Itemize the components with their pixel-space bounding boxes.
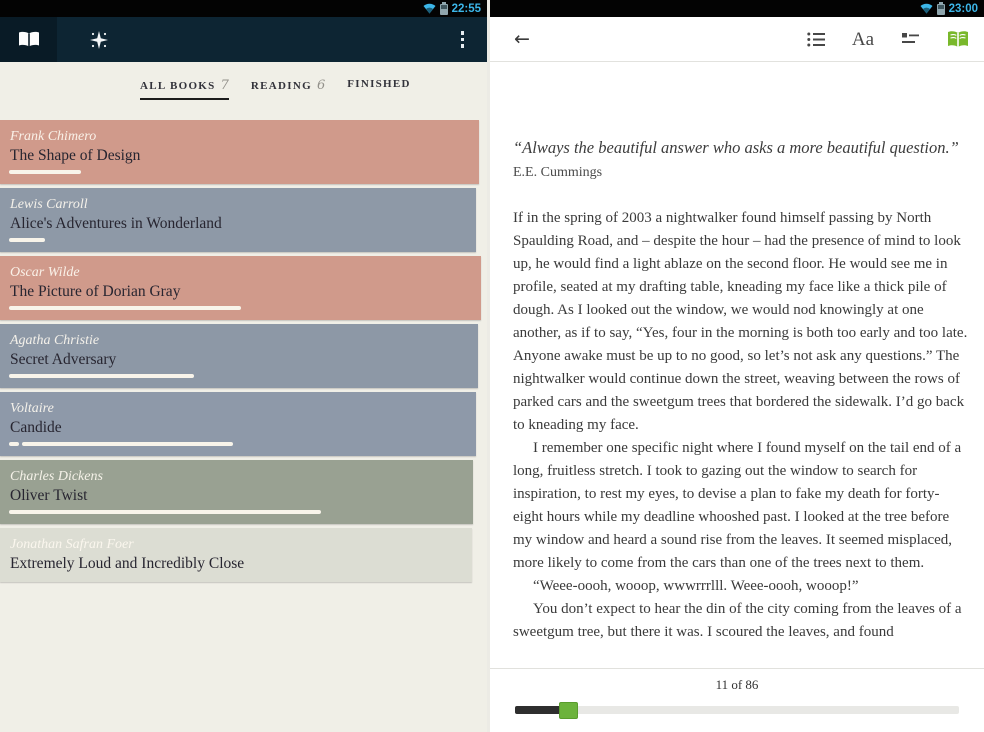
book-card[interactable]: [0, 324, 478, 388]
back-button[interactable]: ←: [514, 27, 530, 50]
book-author: Charles Dickens: [10, 469, 103, 484]
reader-content[interactable]: [490, 62, 984, 668]
wifi-icon: [423, 3, 436, 14]
display-settings-button[interactable]: [901, 33, 920, 45]
toc-list-icon: [807, 32, 825, 47]
library-tab[interactable]: [347, 78, 416, 95]
clock-left: 22:55: [451, 2, 481, 15]
page-slider[interactable]: [515, 702, 959, 719]
open-book-icon: [17, 31, 41, 48]
epigraph-attribution: E.E. Cummings: [513, 165, 603, 180]
progress-fill: [9, 374, 194, 378]
wifi-icon: [920, 3, 933, 14]
book-card[interactable]: [0, 460, 473, 524]
progress-fill: [9, 510, 321, 514]
book-author: Jonathan Safran Foer: [10, 537, 134, 552]
page-indicator: 11 of 86: [715, 677, 759, 692]
book-body-text: [513, 207, 968, 644]
book-card[interactable]: [0, 120, 479, 184]
reading-progress-bar: [9, 238, 458, 242]
tab-count: 7: [220, 78, 229, 93]
tab-label: ALL BOOKS: [140, 80, 216, 92]
battery-icon: [937, 4, 945, 15]
progress-fill: [9, 306, 241, 310]
library-home-button[interactable]: [0, 17, 57, 62]
reading-progress-bar: [9, 374, 460, 378]
book-card[interactable]: [0, 256, 481, 320]
library-tab[interactable]: [140, 78, 229, 100]
progress-fill: [9, 238, 45, 242]
table-of-contents-button[interactable]: [807, 32, 825, 47]
reading-progress-bar: [9, 510, 455, 514]
clock-right: 23:00: [948, 2, 978, 15]
reader-screen: [490, 0, 984, 732]
book-author: Voltaire: [10, 401, 54, 416]
readmill-book-button[interactable]: [947, 30, 969, 49]
library-tab[interactable]: [251, 78, 325, 98]
status-bar-left: [0, 0, 487, 17]
chapter-epigraph: “Always the beautiful answer who asks a more beautiful question.”: [513, 138, 959, 157]
book-title: Alice's Adventures in Wonderland: [10, 215, 222, 232]
green-open-book-icon: [947, 30, 969, 49]
book-title: Extremely Loud and Incredibly Close: [10, 555, 245, 572]
book-author: Agatha Christie: [10, 333, 100, 348]
compass-sparkle-icon: [89, 30, 109, 50]
reading-progress-bar: [9, 170, 461, 174]
slider-thumb[interactable]: [559, 702, 578, 719]
slider-track[interactable]: [515, 706, 959, 714]
book-card[interactable]: [0, 392, 476, 456]
book-author: Lewis Carroll: [10, 197, 88, 212]
book-title: The Shape of Design: [10, 147, 141, 164]
book-author: Oscar Wilde: [10, 265, 80, 280]
reader-toolbar: [490, 17, 984, 62]
library-toolbar: [0, 17, 487, 62]
book-title: Oliver Twist: [10, 487, 88, 504]
library-tabs: [0, 62, 487, 118]
overflow-dot: [461, 38, 465, 42]
overflow-dot: [461, 31, 465, 35]
progress-fill: [9, 170, 81, 174]
overflow-dot: [461, 44, 465, 48]
paragraph: You don’t expect to hear the din of the city coming from the leaves of a sweetgum tree, but there it was. I scoured the leaves, and found: [513, 601, 962, 640]
font-settings-button[interactable]: Aa: [851, 28, 874, 50]
reader-footer: [490, 668, 984, 732]
reading-progress-bar: [9, 306, 463, 310]
book-title: Secret Adversary: [10, 351, 117, 368]
paragraph: If in the spring of 2003 a nightwalker found himself passing by North Spaulding Road, and – despite the hour – had the presence of mind to look up, he would find a light ablaze on the second floor. He would see me in profile, seated at my drafting table, kneading my face like a thick pile of dough. As I looked out the window, we would nod knowingly at one another, as if to say, “Yes, four in the morning is both too early and too late. Anyone awake must be up to no good, so let’s not ask any questions.” The nightwalker would continue down the street, weaving between the rows of parked cars and the sweetgum trees that bordered the sidewalk. I’d go back to kneading my face.: [513, 210, 968, 433]
paragraph: I remember one specific night where I found myself on the tail end of a long, fruitless stretch. I took to gazing out the window to search for inspiration, to rest my eyes, to devise a plan to fake my death for forty-eight hours while my deadline whooshed past. I looked at the tree before my window and heard a sound rise from the leaves. It seemed misplaced, more likely to come from the cars than one of the trees next to them.: [513, 440, 962, 571]
library-screen: [0, 0, 487, 732]
book-title: The Picture of Dorian Gray: [10, 283, 181, 300]
book-title: Candide: [10, 419, 62, 436]
reading-progress-bar: [9, 442, 458, 446]
sliders-icon: [901, 33, 920, 45]
book-card[interactable]: [0, 188, 476, 252]
book-author: Frank Chimero: [10, 129, 97, 144]
book-list: [0, 118, 487, 582]
tab-label: FINISHED: [347, 78, 411, 90]
progress-fill: [22, 442, 233, 446]
progress-dash: [9, 442, 19, 446]
reader-toolbar-actions: [807, 30, 969, 49]
overflow-menu-button[interactable]: [455, 25, 471, 54]
status-bar-right: [490, 0, 984, 17]
battery-icon: [440, 4, 448, 15]
paragraph: “Weee-oooh, wooop, wwwrrrlll. Weee-oooh, wooop!”: [533, 578, 859, 594]
tab-label: READING: [250, 80, 312, 92]
tab-count: 6: [316, 78, 326, 93]
discover-button[interactable]: [84, 25, 114, 55]
book-card[interactable]: [0, 528, 472, 582]
